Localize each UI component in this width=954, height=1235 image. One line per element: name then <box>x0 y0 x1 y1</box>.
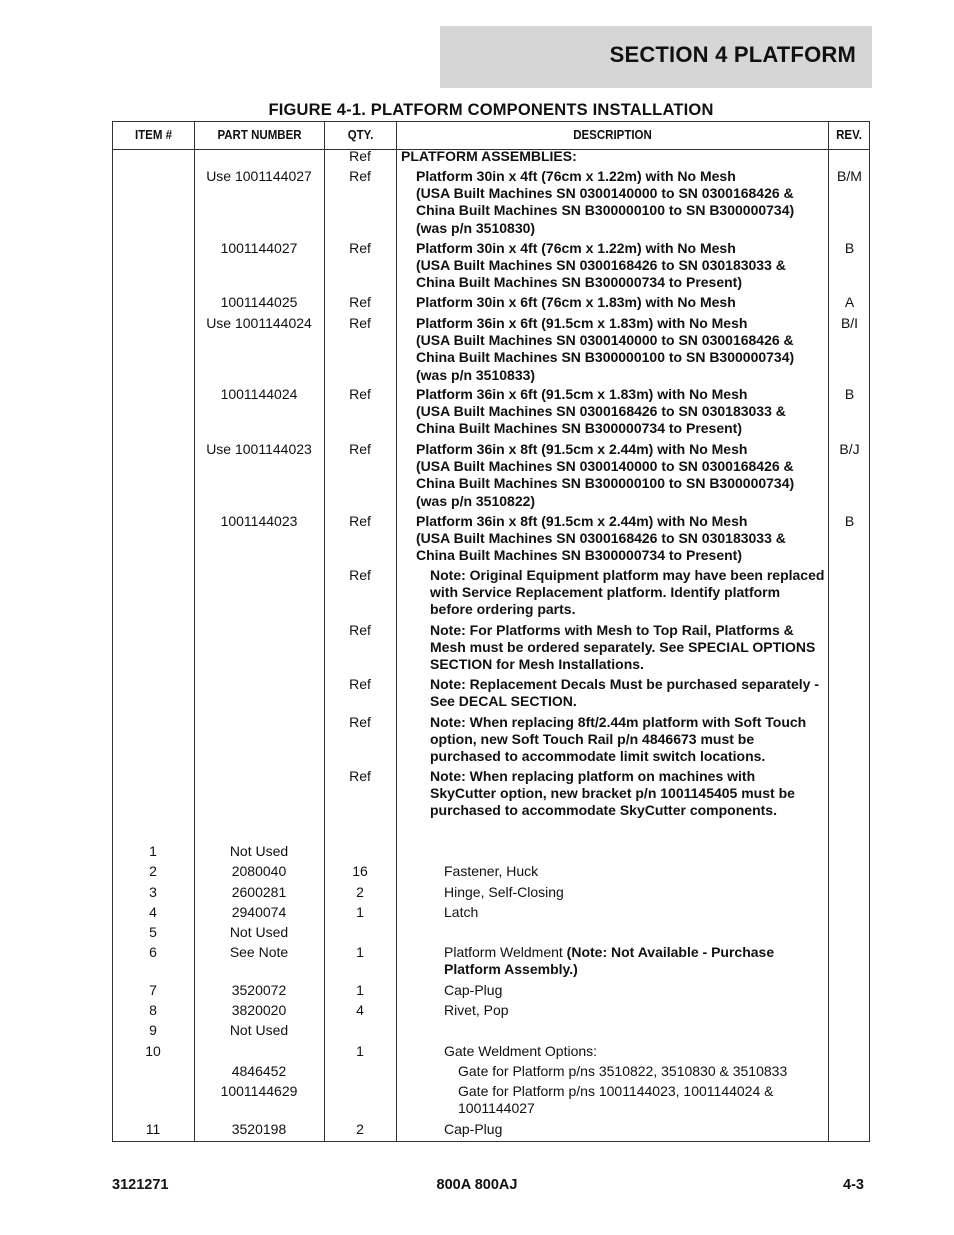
item-number: 2 <box>149 863 157 879</box>
quantity: Ref <box>349 622 371 638</box>
description <box>401 622 825 674</box>
description <box>401 714 825 766</box>
description-text: Platform 30in x 4ft (76cm x 1.22m) with No Mesh (USA Built Machines SN 0300140000 to SN 0300168426 & China Built Machines SN B300000100 to SN B300000734) (was p/n 3510830) <box>416 168 795 236</box>
revision: B/J <box>839 441 860 457</box>
description-text: Platform 30in x 6ft (76cm x 1.83m) with No Mesh <box>416 294 736 310</box>
revision: B/I <box>840 315 859 331</box>
part-number: Use 1001144027 <box>206 168 312 184</box>
part-number: 1001144025 <box>220 294 298 310</box>
quantity: Ref <box>349 148 371 164</box>
part-number: 3520198 <box>231 1121 287 1137</box>
item-number: 4 <box>149 904 157 920</box>
description <box>401 884 825 901</box>
description <box>401 1083 825 1117</box>
quantity: Ref <box>349 315 371 331</box>
description-text: Gate Weldment Options: <box>444 1043 598 1059</box>
description <box>401 982 825 999</box>
item-number: 11 <box>145 1121 161 1137</box>
description <box>401 240 825 292</box>
description <box>401 148 825 165</box>
quantity: Ref <box>349 676 371 692</box>
item-number: 9 <box>149 1022 157 1038</box>
description <box>401 513 825 565</box>
description <box>401 1121 825 1138</box>
column-header-description: DESCRIPTION <box>573 128 652 142</box>
column-header-part-number: PART NUMBER <box>217 128 302 142</box>
quantity: Ref <box>349 240 371 256</box>
description-text: Rivet, Pop <box>444 1002 509 1018</box>
description <box>401 168 825 237</box>
description-text: Note: Replacement Decals Must be purchased separately - See DECAL SECTION. <box>430 676 820 710</box>
quantity: Ref <box>349 714 371 730</box>
description-text: Platform 36in x 8ft (91.5cm x 2.44m) with No Mesh (USA Built Machines SN 0300168426 to SN 030183033 & China Built Machines SN B300000734 to Present) <box>416 513 786 564</box>
description <box>401 567 825 619</box>
part-number: 4846452 <box>231 1063 287 1079</box>
part-number: Not Used <box>229 1022 289 1038</box>
quantity: Ref <box>349 168 371 184</box>
item-number: 1 <box>149 843 157 859</box>
description-text: Latch <box>444 904 479 920</box>
description <box>401 386 825 438</box>
description-text: Platform Weldment <box>444 944 563 960</box>
description-text: Note: Original Equipment platform may have been replaced with Service Replacement platform. Identify platform before ordering parts. <box>430 567 825 618</box>
quantity: Ref <box>349 567 371 583</box>
description <box>401 944 825 978</box>
description-text: Platform 30in x 4ft (76cm x 1.22m) with No Mesh (USA Built Machines SN 0300168426 to SN 030183033 & China Built Machines SN B300000734 to Present) <box>416 240 786 291</box>
part-number: 3820020 <box>231 1002 287 1018</box>
footer-doc-number: 3121271 <box>112 1177 169 1193</box>
item-number: 10 <box>145 1043 161 1059</box>
description <box>401 676 825 710</box>
quantity: 16 <box>352 863 368 879</box>
item-number: 8 <box>149 1002 157 1018</box>
quantity: 1 <box>356 1043 364 1059</box>
part-number: 1001144629 <box>220 1083 298 1099</box>
part-number: 1001144023 <box>220 513 298 529</box>
revision: A <box>844 294 855 310</box>
description <box>401 1043 825 1060</box>
description-text: Note: When replacing platform on machines with SkyCutter option, new bracket p/n 1001145405 must be purchased to accommodate SkyCutter components. <box>430 768 795 819</box>
section-header <box>440 26 872 88</box>
description-text: Platform 36in x 8ft (91.5cm x 2.44m) with No Mesh (USA Built Machines SN 0300140000 to SN 0300168426 & China Built Machines SN B300000100 to SN B300000734) (was p/n 3510822) <box>416 441 795 509</box>
description-text: Platform 36in x 6ft (91.5cm x 1.83m) with No Mesh (USA Built Machines SN 0300140000 to SN 0300168426 & China Built Machines SN B300000100 to SN B300000734) (was p/n 3510833) <box>416 315 795 383</box>
description-text: Gate for Platform p/ns 3510822, 3510830 & 3510833 <box>458 1063 788 1079</box>
part-number: 2940074 <box>231 904 287 920</box>
footer-page-number: 4-3 <box>843 1177 864 1193</box>
description-text: Cap-Plug <box>444 1121 503 1137</box>
revision: B <box>844 386 855 402</box>
description-text: PLATFORM ASSEMBLIES: <box>401 148 577 164</box>
description-text: Note: When replacing 8ft/2.44m platform with Soft Touch option, new Soft Touch Rail p/n 4846673 must be purchased to accommodate limit switch locations. <box>430 714 807 765</box>
part-number: See Note <box>229 944 289 960</box>
quantity: 2 <box>356 1121 364 1137</box>
description <box>401 441 825 510</box>
part-number: 1001144027 <box>220 240 298 256</box>
section-title: SECTION 4 PLATFORM <box>609 42 856 67</box>
item-number: 3 <box>149 884 157 900</box>
part-number: 1001144024 <box>220 386 298 402</box>
part-number: Use 1001144024 <box>206 315 312 331</box>
revision: B <box>844 240 855 256</box>
part-number: Not Used <box>229 924 289 940</box>
part-number: Use 1001144023 <box>206 441 312 457</box>
description-text: Platform 36in x 6ft (91.5cm x 1.83m) with No Mesh (USA Built Machines SN 0300168426 to SN 030183033 & China Built Machines SN B300000734 to Present) <box>416 386 786 437</box>
item-number: 5 <box>149 924 157 940</box>
description <box>401 863 825 880</box>
description <box>401 294 825 311</box>
quantity: Ref <box>349 294 371 310</box>
revision: B/M <box>837 168 862 184</box>
description <box>401 1063 825 1080</box>
column-header-qty: QTY. <box>347 128 374 142</box>
quantity: Ref <box>349 386 371 402</box>
description <box>401 1002 825 1019</box>
quantity: Ref <box>349 768 371 784</box>
description <box>401 904 825 921</box>
description <box>401 315 825 384</box>
quantity: Ref <box>349 513 371 529</box>
description-text: Note: For Platforms with Mesh to Top Rail, Platforms & Mesh must be ordered separately. See SPECIAL OPTIONS SECTION for Mesh Installations. <box>430 622 816 673</box>
item-number: 7 <box>149 982 157 998</box>
description-text: Hinge, Self-Closing <box>444 884 564 900</box>
quantity: 4 <box>356 1002 364 1018</box>
quantity: Ref <box>349 441 371 457</box>
part-number: 3520072 <box>231 982 287 998</box>
column-divider <box>828 121 829 1142</box>
description-text: Gate for Platform p/ns 1001144023, 1001144024 & 1001144027 <box>458 1083 774 1117</box>
part-number: 2600281 <box>231 884 287 900</box>
item-number: 6 <box>149 944 157 960</box>
description-text: Cap-Plug <box>444 982 503 998</box>
quantity: 1 <box>356 982 364 998</box>
column-header-item: ITEM # <box>134 128 173 142</box>
quantity: 1 <box>356 944 364 960</box>
description <box>401 768 825 820</box>
column-header-rev: REV. <box>836 128 862 142</box>
description-note: (Note: Not Available - Purchase Platform Assembly.) <box>444 944 775 978</box>
quantity: 2 <box>356 884 364 900</box>
part-number: 2080040 <box>231 863 287 879</box>
figure-title: FIGURE 4-1. PLATFORM COMPONENTS INSTALLATION <box>268 101 714 119</box>
footer-model: 800A 800AJ <box>436 1177 518 1193</box>
quantity: 1 <box>356 904 364 920</box>
description-text: Fastener, Huck <box>444 863 539 879</box>
revision: B <box>844 513 855 529</box>
part-number: Not Used <box>229 843 289 859</box>
column-divider <box>396 121 397 1142</box>
